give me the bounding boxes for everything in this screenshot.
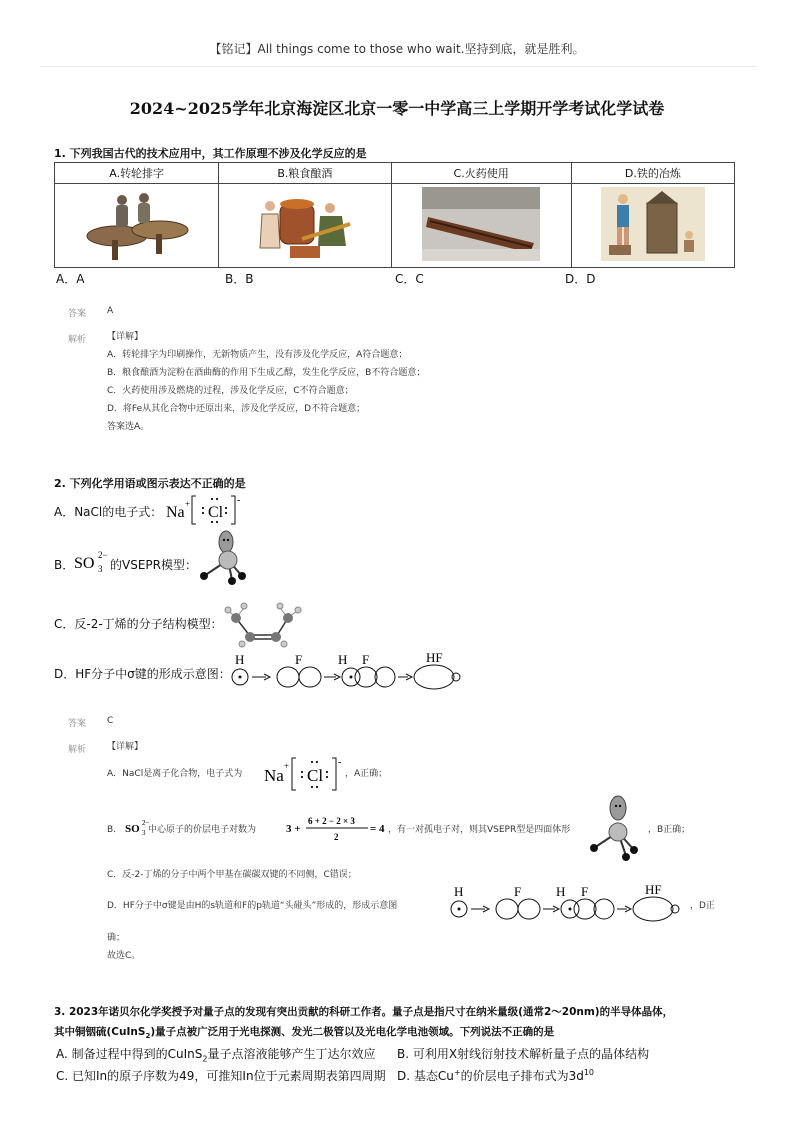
q1-image-table <box>54 162 735 268</box>
diag2-h2-label: H <box>556 884 566 899</box>
q2-answer-label: 答案 <box>68 719 87 729</box>
header-divider <box>40 66 756 67</box>
page-title: 2024~2025学年北京海淀区北京一零一中学高三上学期开学考试化学试卷 <box>129 99 665 118</box>
q3-stem-line2: 其中铜铟硫(CuInS$_2$)量子点被广泛用于光电探测、发光二极管以及光电化学电池领域。下列说法不正确的是 <box>54 1026 555 1041</box>
nacl-electron-formula-2 <box>262 754 346 794</box>
q2-option-c[interactable]: C．反-2-丁烯的分子结构模型： <box>54 617 223 631</box>
q1-line-c: C．火药使用涉及燃烧的过程，涉及化学反应，C不符合题意； <box>107 386 354 396</box>
cl-symbol: Cl <box>208 504 224 521</box>
gunpowder-image <box>422 187 540 261</box>
q1-option-b[interactable]: B．B <box>225 272 254 286</box>
q2-line-b-calc: ，有一对孤电子对，则其VSEPR型是四面体形 <box>388 825 571 835</box>
q2-line-c: C．反-2-丁烯的分子中两个甲基在碳碳双键的不同侧，C错误； <box>107 870 357 880</box>
type-wheel-image <box>82 184 192 264</box>
header-motto: 【铭记】All things come to those who wait.坚持到底，就是胜利。 <box>209 42 585 56</box>
q1-header-d: D.铁的冶炼 <box>571 163 734 184</box>
q1-image-a <box>55 184 219 268</box>
q1-header-b: B.粮食酿酒 <box>219 163 391 184</box>
q3-option-d[interactable]: D. 基态Cu+的价层电子排布式为$3d^{10}$ <box>397 1068 595 1083</box>
q2-option-b-prefix[interactable]: B． <box>54 558 75 572</box>
diag2-f2-label: F <box>581 884 589 899</box>
so3-superscript-2: 2− <box>142 819 150 827</box>
hf-sigma-bond-diagram <box>224 648 464 692</box>
butene-model-image <box>222 598 308 648</box>
q1-option-a[interactable]: A．A <box>56 272 85 286</box>
nacl-electron-formula <box>164 492 248 528</box>
q2-detail: 【详解】 <box>107 742 144 752</box>
so3-subscript: 3 <box>98 564 103 574</box>
na-symbol-2: Na <box>264 766 284 785</box>
q3-option-a[interactable]: A. 制备过程中得到的CuInS$_2$量子点溶液能够产生丁达尔效应 <box>56 1047 376 1064</box>
q1-answer: A <box>107 306 114 316</box>
q2-line-a-suffix: ，A正确； <box>345 769 388 779</box>
so3-symbol-2: SO <box>125 823 140 835</box>
q1-stem: 1. 下列我国古代的技术应用中，其工作原理不涉及化学反应的是 <box>54 147 367 160</box>
q1-image-c <box>391 184 571 268</box>
q1-header-c: C.火药使用 <box>391 163 571 184</box>
calc-eq: = 4 <box>370 823 385 835</box>
q3-option-b[interactable]: B. 可利用X射线衍射技术解析量子点的晶体结构 <box>397 1047 650 1061</box>
diag-hf-label: HF <box>426 650 443 665</box>
hf-sigma-bond-diagram-2 <box>444 880 688 924</box>
brewing-image <box>250 184 360 264</box>
q2-stem: 2. 下列化学用语或图示表达不正确的是 <box>54 477 246 490</box>
calc-denominator: 2 <box>334 832 339 842</box>
so3-superscript: 2− <box>98 550 108 560</box>
q1-answer-label: 答案 <box>68 309 87 319</box>
q1-header-a: A.转轮排字 <box>55 163 219 184</box>
diag-f-label: F <box>295 652 303 667</box>
q1-image-b <box>219 184 391 268</box>
q2-option-b-text[interactable]: 的VSEPR模型： <box>110 558 197 572</box>
q2-line-a-prefix: A．NaCl是离子化合物，电子式为 <box>107 769 243 779</box>
q1-option-c[interactable]: C．C <box>395 272 424 286</box>
iron-smelting-image <box>601 187 705 261</box>
q2-line-d-tail: 确； <box>107 933 126 943</box>
vsepr-model-image-2 <box>584 794 650 862</box>
q2-line-d-prefix: D．HF分子中σ键是由H的s轨道和F的p轨道“头碰头”形成的，形成示意图 <box>107 901 398 911</box>
q1-image-d <box>571 184 734 268</box>
q2-final: 故选C。 <box>107 951 141 961</box>
na-charge-2: + <box>284 761 290 771</box>
diag2-h-label: H <box>454 884 464 899</box>
q1-detail: 【详解】 <box>107 332 144 342</box>
q2-line-b-prefix: B． <box>107 825 123 835</box>
calc-lead: 3 + <box>286 823 301 835</box>
q2-answer: C <box>107 716 114 726</box>
q2-line-d-suffix: ，D正 <box>690 901 715 911</box>
diag2-f-label: F <box>514 884 522 899</box>
q1-line-b: B．粮食酿酒为淀粉在酒曲酶的作用下生成乙醇，发生化学反应，B不符合题意； <box>107 368 426 378</box>
na-symbol: Na <box>166 504 185 521</box>
calc-numerator: 6 + 2 − 2 × 3 <box>308 816 355 826</box>
q2-line-b-mid: 中心原子的价层电子对数为 <box>148 825 257 835</box>
diag-h2-label: H <box>338 652 348 667</box>
cl-symbol-2: Cl <box>307 766 324 785</box>
na-charge: + <box>185 499 191 509</box>
q1-line-a: A．转轮排字为印刷操作，无新物质产生，没有涉及化学反应，A符合题意； <box>107 350 408 360</box>
cl-charge-2: - <box>338 757 342 768</box>
cl-charge: - <box>237 495 241 506</box>
q3-stem-line1: 3. 2023年诺贝尔化学奖授予对量子点的发现有突出贡献的科研工作者。量子点是指尺寸在纳米量级(通常2～20nm)的半导体晶体， <box>54 1006 674 1018</box>
q2-option-d[interactable]: D．HF分子中σ键的形成示意图： <box>54 667 231 681</box>
so3-symbol: SO <box>74 555 95 572</box>
q1-line-final: 答案选A。 <box>107 422 150 432</box>
diag2-hf-label: HF <box>645 882 662 897</box>
so3-formula <box>73 548 113 574</box>
so3-subscript-2: 3 <box>142 829 146 837</box>
q2-line-b-suffix: ，B正确； <box>648 825 691 835</box>
q2-analysis-label: 解析 <box>68 745 87 755</box>
q1-option-d[interactable]: D．D <box>565 272 596 286</box>
q2-option-a[interactable]: A．NaCl的电子式： <box>54 505 163 519</box>
diag-h-label: H <box>235 652 245 667</box>
q3-option-c[interactable]: C. 已知In的原子序数为49，可推知In位于元素周期表第四周期 <box>56 1069 386 1083</box>
vsepr-model-image <box>192 528 262 586</box>
q1-analysis-label: 解析 <box>68 335 87 345</box>
q1-line-d: D．将Fe从其化合物中还原出来，涉及化学反应，D不符合题意； <box>107 404 366 414</box>
diag-f2-label: F <box>362 652 370 667</box>
valence-pair-calc <box>284 812 392 846</box>
